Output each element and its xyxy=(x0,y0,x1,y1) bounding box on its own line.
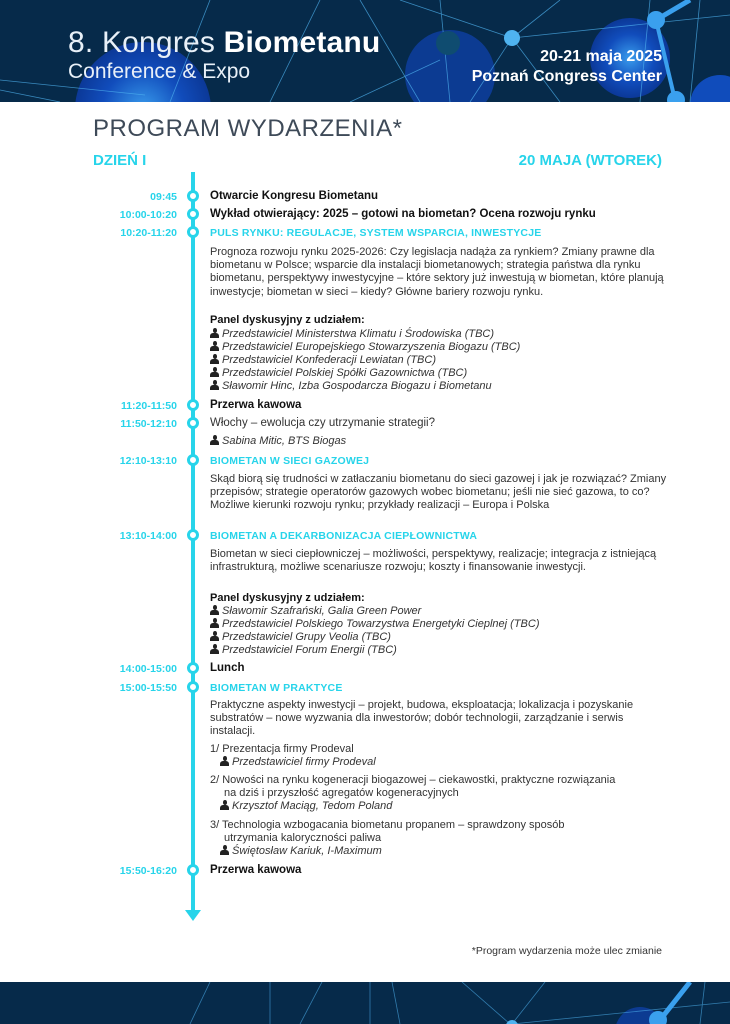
timeline-node-icon xyxy=(187,399,199,411)
speaker-item xyxy=(210,605,421,618)
speaker-item xyxy=(210,618,540,631)
speaker-item xyxy=(210,631,391,644)
speaker-item xyxy=(210,367,467,380)
timeline-node-icon xyxy=(187,454,199,466)
person-icon xyxy=(210,644,219,654)
person-icon xyxy=(210,605,219,615)
event-title xyxy=(68,26,380,60)
timeline-node-icon xyxy=(187,226,199,238)
person-icon xyxy=(210,435,219,445)
timeline-node-icon xyxy=(187,662,199,674)
speaker-name: Przedstawiciel Forum Energii (TBC) xyxy=(222,644,397,656)
speaker-item xyxy=(220,845,382,858)
schedule-time: 15:00-15:50 xyxy=(119,682,177,694)
presentation-item xyxy=(210,743,354,756)
session-description: Skąd biorą się trudności w zatłaczaniu biometanu do sieci gazowej i jak je rozwiązać? Zmiany przepisów; strategie operatorów gazowych wobec biometanu; jeśli nie sieć gazowa, to co? Możliwe kierunki rozwoju rynku; przykłady realizacji – Europa i Polska xyxy=(210,473,667,512)
footer-banner xyxy=(0,982,730,1024)
schedule-time: 12:10-13:10 xyxy=(119,455,177,467)
speaker-item xyxy=(220,800,392,813)
speaker-name: Sławomir Hinc, Izba Gospodarcza Biogazu i Biometanu xyxy=(222,380,492,392)
day-label: DZIEŃ I xyxy=(93,152,147,169)
schedule-title: Włochy – ewolucja czy utrzymanie strategii? xyxy=(210,417,435,429)
schedule-time: 10:00-10:20 xyxy=(119,209,177,221)
session-description: Praktyczne aspekty inwestycji – projekt, budowa, eksploatacja; lokalizacja i pozyskanie substratów – nowe wyzwania dla inwestorów; dobór technologii, zarządzanie i serwis instalacji. xyxy=(210,699,634,738)
panel-label: Panel dyskusyjny z udziałem: xyxy=(210,314,365,326)
event-subtitle: Conference & Expo xyxy=(68,60,251,83)
speaker-name: Przedstawiciel Grupy Veolia (TBC) xyxy=(222,631,391,643)
person-icon xyxy=(210,367,219,377)
session-title: BIOMETAN W PRAKTYCE xyxy=(210,682,343,694)
network-pattern-graphic xyxy=(0,982,730,1024)
schedule-title: Wykład otwierający: 2025 – gotowi na biometan? Ocena rozwoju rynku xyxy=(210,208,596,220)
session-description: Biometan w sieci ciepłowniczej – możliwości, perspektywy, realizacje; integracja z istniejącą infrastrukturą, możliwe scenariusze rozwoju; koszty i finansowanie inwestycji. xyxy=(210,548,657,574)
speaker-item xyxy=(210,328,494,341)
schedule-title: Otwarcie Kongresu Biometanu xyxy=(210,190,379,202)
presentation-item xyxy=(210,774,615,800)
schedule-title: Przerwa kawowa xyxy=(210,399,302,411)
schedule-time: 11:20-11:50 xyxy=(120,400,177,412)
schedule-time: 14:00-15:00 xyxy=(119,663,177,675)
presentation-title: 3/ Technologia wzbogacania biometanu propanem – sprawdzony sposób xyxy=(210,819,565,831)
speaker-item xyxy=(210,435,346,448)
presentation-item xyxy=(210,819,564,845)
schedule-time: 11:50-12:10 xyxy=(120,418,177,430)
timeline-node-icon xyxy=(187,864,199,876)
event-title-bold: Biometanu xyxy=(223,26,381,59)
presentation-title: 1/ Prezentacja firmy Prodeval xyxy=(210,743,354,755)
header-banner xyxy=(0,0,730,102)
schedule-time: 09:45 xyxy=(150,191,177,203)
presentation-title-cont: utrzymania kaloryczności paliwa xyxy=(224,832,382,844)
speaker-item xyxy=(220,756,376,769)
event-venue: Poznań Congress Center xyxy=(471,68,662,85)
speaker-name: Przedstawiciel firmy Prodeval xyxy=(232,756,376,768)
timeline-node-icon xyxy=(187,681,199,693)
session-title: BIOMETAN A DEKARBONIZACJA CIEPŁOWNICTWA xyxy=(210,530,478,542)
timeline-node-icon xyxy=(187,529,199,541)
event-dates: 20-21 maja 2025 xyxy=(540,48,662,65)
speaker-name: Przedstawiciel Europejskiego Stowarzyszenia Biogazu (TBC) xyxy=(222,341,521,353)
schedule-title: Przerwa kawowa xyxy=(210,864,302,876)
day-date: 20 MAJA (WTOREK) xyxy=(518,152,662,169)
speaker-name: Przedstawiciel Polskiego Towarzystwa Energetyki Cieplnej (TBC) xyxy=(222,618,540,630)
speaker-name: Świętosław Kariuk, I-Maximum xyxy=(232,845,382,857)
disclaimer-note: *Program wydarzenia może ulec zmianie xyxy=(471,945,662,957)
speaker-name: Krzysztof Maciąg, Tedom Poland xyxy=(232,800,393,812)
timeline-node-icon xyxy=(187,190,199,202)
person-icon xyxy=(210,341,219,351)
schedule-time: 10:20-11:20 xyxy=(120,227,177,239)
person-icon xyxy=(210,631,219,641)
schedule-time: 13:10-14:00 xyxy=(119,530,177,542)
presentation-title-cont: na dziś i przyszłość agregatów kogeneracyjnych xyxy=(224,787,459,799)
speaker-name: Sabina Mitic, BTS Biogas xyxy=(222,435,347,447)
speaker-name: Przedstawiciel Ministerstwa Klimatu i Środowiska (TBC) xyxy=(222,328,495,340)
person-icon xyxy=(210,328,219,338)
timeline-line xyxy=(191,172,195,912)
event-title-prefix: 8. Kongres xyxy=(68,26,224,59)
person-icon xyxy=(220,800,229,810)
schedule-time: 15:50-16:20 xyxy=(119,865,177,877)
timeline-node-icon xyxy=(187,208,199,220)
panel-label: Panel dyskusyjny z udziałem: xyxy=(210,592,365,604)
speaker-name: Przedstawiciel Konfederacji Lewiatan (TBC) xyxy=(222,354,436,366)
person-icon xyxy=(210,380,219,390)
schedule-title: Lunch xyxy=(210,662,245,674)
speaker-item xyxy=(210,341,520,354)
person-icon xyxy=(220,845,229,855)
page-title: PROGRAM WYDARZENIA* xyxy=(93,115,403,142)
person-icon xyxy=(220,756,229,766)
session-title: PULS RYNKU: REGULACJE, SYSTEM WSPARCIA, INWESTYCJE xyxy=(210,227,542,239)
speaker-item xyxy=(210,644,397,657)
session-description: Prognoza rozwoju rynku 2025-2026: Czy legislacja nadąża za rynkiem? Zmiany prawne dla biometanu w Polsce; wsparcie dla instalacji biometanowych; strategia państwa dla rynku biometanu, perspektywy inwestycyjne – które sektory już inwestują w biometan, które planują inwestycje; biometan w sieci – kiedy? Główne bariery rozwoju rynku. xyxy=(210,246,664,298)
timeline-node-icon xyxy=(187,417,199,429)
speaker-name: Przedstawiciel Polskiej Spółki Gazownictwa (TBC) xyxy=(222,367,468,379)
speaker-item xyxy=(210,380,492,393)
presentation-title: 2/ Nowości na rynku kogeneracji biogazowej – ciekawostki, praktyczne rozwiązania xyxy=(210,774,616,786)
person-icon xyxy=(210,354,219,364)
person-icon xyxy=(210,618,219,628)
speaker-name: Sławomir Szafrański, Galia Green Power xyxy=(222,605,422,617)
session-title: BIOMETAN W SIECI GAZOWEJ xyxy=(210,455,370,467)
speaker-item xyxy=(210,354,436,367)
arrow-down-icon xyxy=(185,910,201,921)
